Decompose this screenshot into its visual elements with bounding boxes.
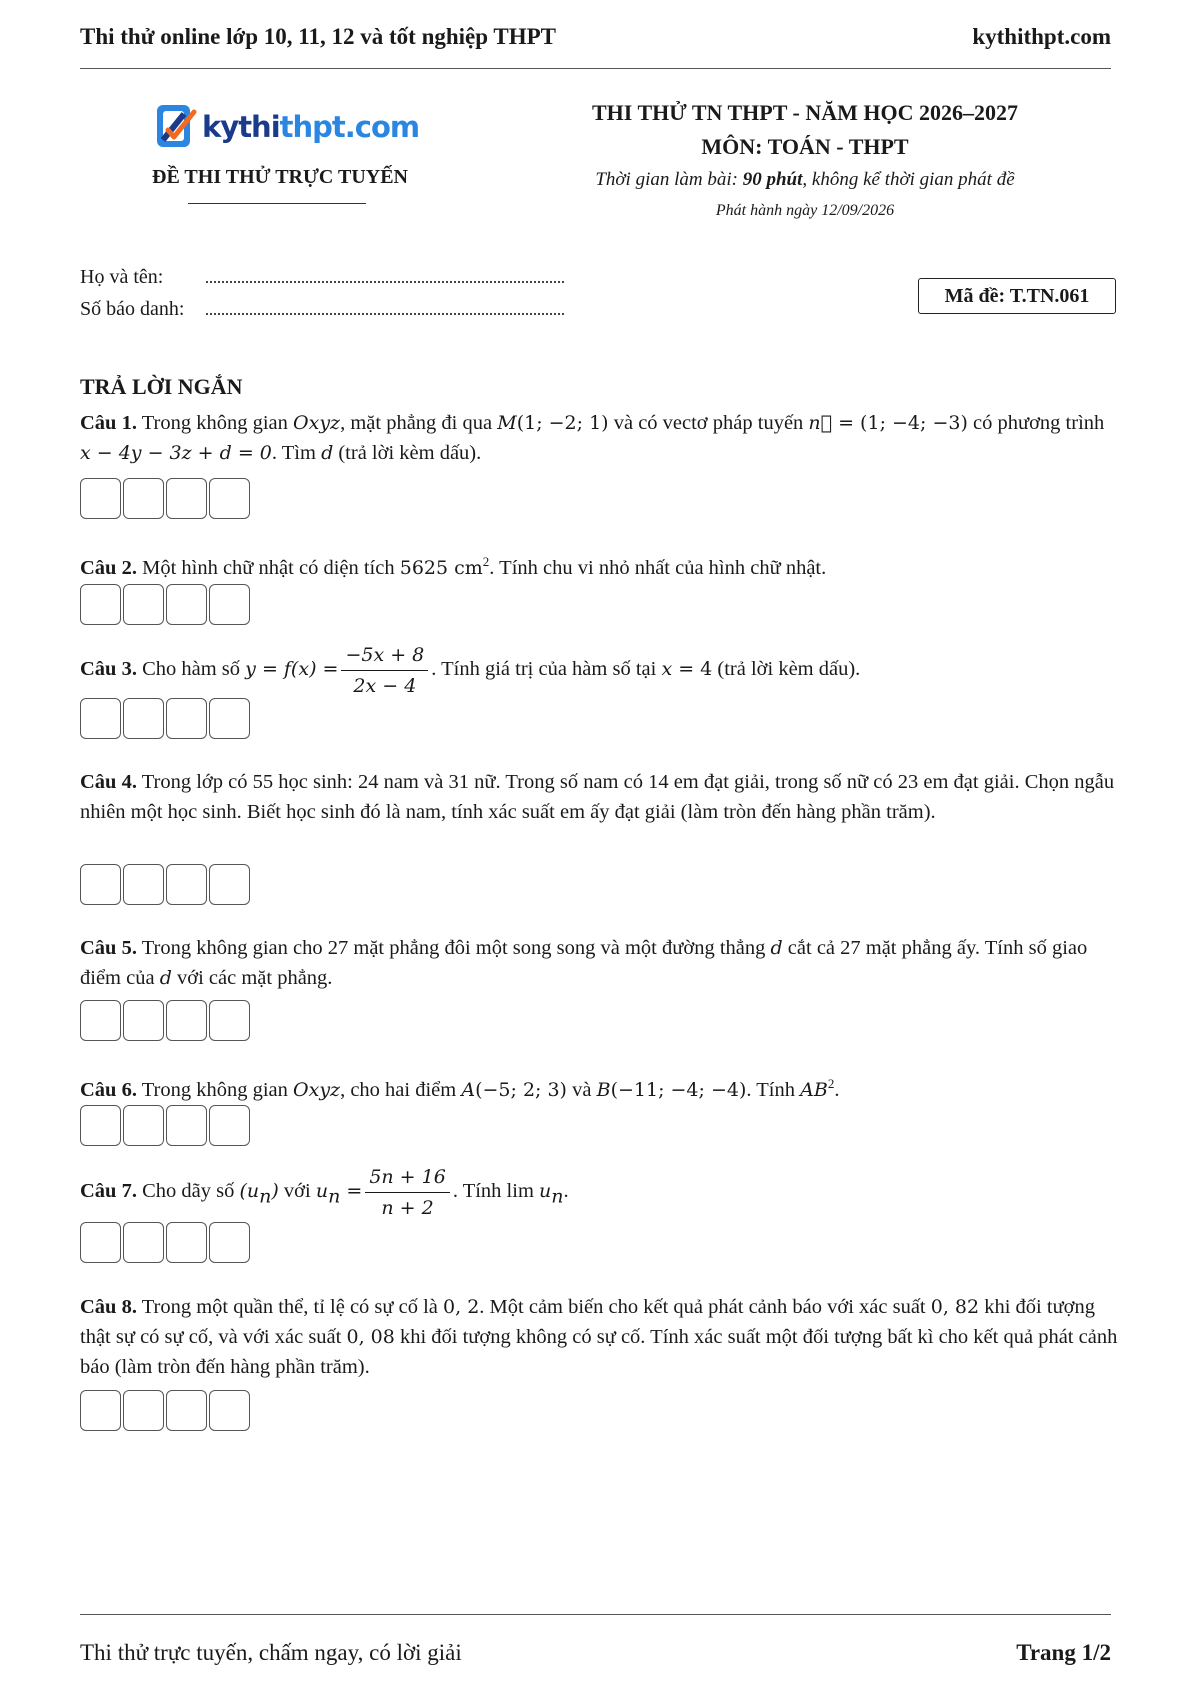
answer-cell[interactable]	[166, 864, 207, 905]
answer-cell[interactable]	[80, 1000, 121, 1041]
candidate-id-field[interactable]	[206, 299, 564, 315]
question-1: Câu 1. Trong không gian Oxyz, mặt phẳng đi qua M(1; −2; 1) và có vectơ pháp tuyến n⃗ = (1; −4; −3) có phương trình x − 4y − 3z + d = 0. Tìm d (trả lời kèm dấu).	[80, 412, 1105, 464]
question-7: Câu 7. Cho dãy số $(u_n)$ với $u_n$ = $\frac{5n + 16}{n + 2}$ . Tính $\lim u_n$.	[80, 1166, 569, 1219]
answer-boxes-8	[80, 1390, 250, 1431]
answer-cell[interactable]	[209, 864, 250, 905]
answer-cell[interactable]	[166, 478, 207, 519]
candidate-id-row	[80, 298, 564, 321]
answer-cell[interactable]	[166, 1000, 207, 1041]
answer-boxes-2	[80, 584, 250, 625]
question-2: Câu 2. Một hình chữ nhật có diện tích 5625 $cm^2$. Tính chu vi nhỏ nhất của hình chữ nhật.	[80, 554, 827, 579]
answer-boxes-3	[80, 698, 250, 739]
answer-cell[interactable]	[80, 1105, 121, 1146]
footer-tagline: Thi thử trực tuyến, chấm ngay, có lời giải	[80, 1640, 462, 1665]
exam-subject: MÔN: TOÁN - THPT	[701, 134, 909, 159]
left-subtitle-rule	[188, 203, 366, 204]
answer-cell[interactable]	[123, 1390, 164, 1431]
answer-cell[interactable]	[80, 1222, 121, 1263]
answer-cell[interactable]	[80, 864, 121, 905]
logo-mark-icon	[152, 102, 200, 152]
question-3: Câu 3. Cho hàm số y = f(x) = $\frac{-5x + 8}{2x - 4}$ . Tính giá trị của hàm số tại x = 4 (trả lời kèm dấu).	[80, 644, 861, 697]
question-5: Câu 5. Trong không gian cho 27 mặt phẳng đôi một song song và một đường thẳng d cắt cả 27 mặt phẳng ấy. Tính số giao điểm của d với các mặt phẳng.	[80, 937, 1088, 989]
footer-rule	[80, 1614, 1111, 1615]
page-number: Trang 1/2	[1016, 1640, 1111, 1665]
answer-boxes-7	[80, 1222, 250, 1263]
answer-cell[interactable]	[123, 1105, 164, 1146]
section-title: TRẢ LỜI NGẮN	[80, 374, 243, 399]
exam-release-date: Phát hành ngày 12/09/2026	[715, 202, 895, 219]
answer-cell[interactable]	[166, 698, 207, 739]
answer-cell[interactable]	[166, 584, 207, 625]
answer-cell[interactable]	[209, 1222, 250, 1263]
answer-cell[interactable]	[166, 1390, 207, 1431]
answer-cell[interactable]	[123, 1222, 164, 1263]
answer-cell[interactable]	[209, 698, 250, 739]
answer-cell[interactable]	[80, 478, 121, 519]
answer-cell[interactable]	[123, 698, 164, 739]
header-rule	[80, 68, 1111, 69]
header-site: kythithpt.com	[972, 24, 1111, 49]
exam-time: Thời gian làm bài: 90 phút, không kể thời gian phát đề	[595, 169, 1015, 190]
question-6: Câu 6. Trong không gian Oxyz, cho hai điểm A(−5; 2; 3) và B(−11; −4; −4). Tính $AB^2$.	[80, 1076, 840, 1101]
answer-cell[interactable]	[209, 1105, 250, 1146]
answer-cell[interactable]	[166, 1105, 207, 1146]
answer-cell[interactable]	[123, 1000, 164, 1041]
site-logo	[152, 102, 419, 152]
exam-code-box: Mã đề: T.TN.061	[918, 278, 1116, 314]
question-4: Câu 4. Trong lớp có 55 học sinh: 24 nam và 31 nữ. Trong số nam có 14 em đạt giải, trong số nữ có 23 em đạt giải. Chọn ngẫu nhiên một học sinh. Biết học sinh đó là nam, tính xác suất em ấy đạt giải (làm tròn đến hàng phần trăm).	[80, 771, 1115, 823]
answer-cell[interactable]	[123, 584, 164, 625]
running-header	[80, 22, 1111, 52]
answer-cell[interactable]	[80, 584, 121, 625]
answer-boxes-4	[80, 864, 250, 905]
candidate-name-row	[80, 266, 564, 289]
answer-cell[interactable]	[209, 584, 250, 625]
answer-boxes-6	[80, 1105, 250, 1146]
answer-cell[interactable]	[209, 1000, 250, 1041]
candidate-id-label: Số báo danh:	[80, 298, 185, 320]
answer-cell[interactable]	[166, 1222, 207, 1263]
answer-cell[interactable]	[80, 698, 121, 739]
answer-cell[interactable]	[123, 864, 164, 905]
question-8: Câu 8. Trong một quần thể, tỉ lệ có sự cố là 0, 2. Một cảm biến cho kết quả phát cảnh báo với xác suất 0, 82 khi đối tượng thật sự có sự cố, và với xác suất 0, 08 khi đối tượng không có sự cố. Tính xác suất một đối tượng bất kì cho kết quả phát cảnh báo (làm tròn đến hàng phần trăm).	[80, 1296, 1118, 1378]
candidate-name-label: Họ và tên:	[80, 266, 164, 288]
exam-info	[545, 96, 1065, 226]
answer-cell[interactable]	[209, 1390, 250, 1431]
candidate-name-field[interactable]	[206, 267, 564, 283]
answer-boxes-1	[80, 478, 250, 519]
answer-boxes-5	[80, 1000, 250, 1041]
logo-wordmark: kythithpt.com	[202, 110, 420, 144]
answer-cell[interactable]	[123, 478, 164, 519]
running-footer	[80, 1640, 1111, 1666]
fraction: $\frac{5n + 16}{n + 2}$	[365, 1164, 450, 1221]
header-left-title: Thi thử online lớp 10, 11, 12 và tốt nghiệp THPT	[80, 24, 556, 49]
answer-cell[interactable]	[80, 1390, 121, 1431]
exam-title: THI THỬ TN THPT - NĂM HỌC 2026–2027	[592, 100, 1018, 125]
left-subtitle: ĐỀ THI THỬ TRỰC TUYẾN	[152, 166, 408, 188]
answer-cell[interactable]	[209, 478, 250, 519]
fraction: $\frac{-5x + 8}{2x - 4}$	[341, 642, 428, 699]
